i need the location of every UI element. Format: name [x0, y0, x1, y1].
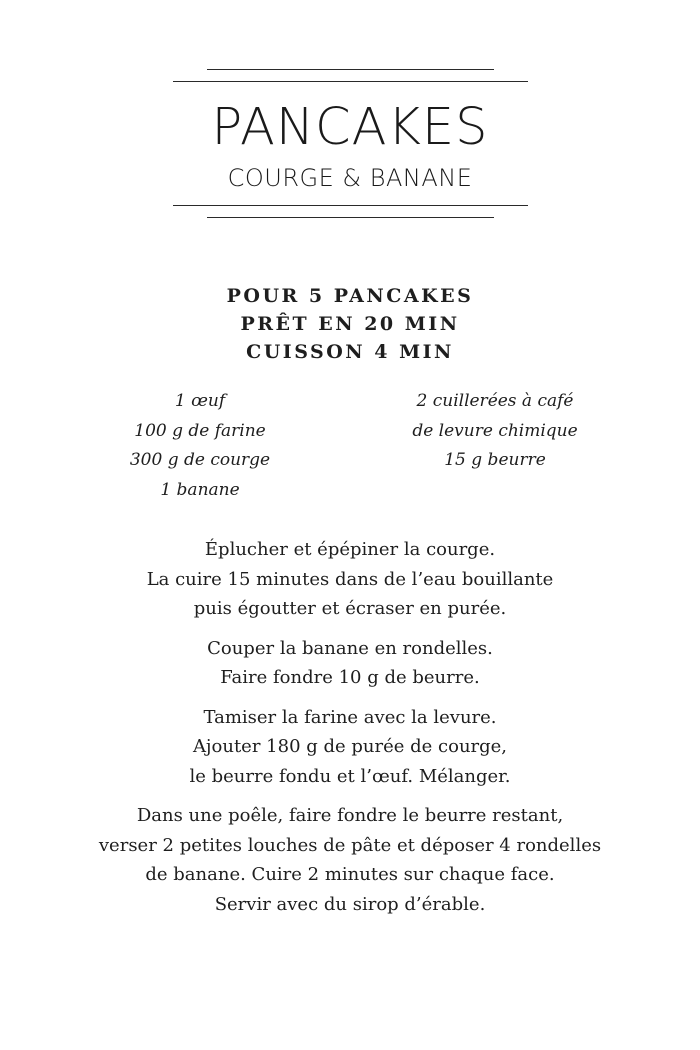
bottom-rule	[173, 205, 528, 206]
ingredient-item: 15 g beurre	[444, 450, 546, 470]
recipe-steps	[0, 535, 700, 929]
ingredient-item: 300 g de courge	[129, 450, 271, 470]
step-line: puis égoutter et écraser en purée.	[193, 598, 507, 619]
step-line: de banane. Cuire 2 minutes sur chaque face.	[145, 864, 555, 885]
step-line: Couper la banane en rondelles.	[207, 637, 493, 659]
ingredient-item: 1 banane	[160, 479, 240, 500]
recipe-subtitle: COURGE & BANANE	[227, 164, 473, 192]
step-line: Dans une poêle, faire fondre le beurre restant,	[136, 805, 564, 826]
step-3	[0, 703, 700, 792]
step-4	[0, 801, 700, 919]
recipe-title: PANCAKES	[211, 98, 489, 157]
step-line: Ajouter 180 g de purée de courge,	[192, 736, 508, 757]
ingredients-right-column	[380, 387, 610, 476]
servings-label: POUR 5 PANCAKES	[226, 285, 474, 307]
ingredient-item: 2 cuillerées à café	[416, 391, 574, 411]
recipe-meta	[0, 282, 700, 366]
ingredients-left-column	[110, 387, 290, 505]
top-rule	[173, 81, 528, 82]
top-rule-thin	[207, 69, 494, 70]
step-line: La cuire 15 minutes dans de l’eau bouillante	[146, 568, 554, 590]
step-line: verser 2 petites louches de pâte et déposer 4 rondelles	[98, 834, 602, 856]
step-2	[0, 634, 700, 693]
ingredient-item: 100 g de farine	[134, 420, 266, 441]
step-line: Faire fondre 10 g de beurre.	[220, 667, 480, 688]
ingredient-item: 1 œuf	[174, 391, 226, 411]
step-1	[0, 535, 700, 624]
ready-time-label: PRÊT EN 20 MIN	[240, 313, 460, 335]
step-line: Tamiser la farine avec la levure.	[203, 706, 497, 728]
step-line: Éplucher et épépiner la courge.	[204, 539, 496, 560]
ingredient-item: de levure chimique	[412, 420, 578, 441]
cooking-time-label: CUISSON 4 MIN	[246, 341, 454, 363]
step-line: le beurre fondu et l’œuf. Mélanger.	[189, 765, 511, 787]
bottom-rule-thin	[207, 217, 494, 218]
step-line: Servir avec du sirop d’érable.	[214, 893, 486, 915]
